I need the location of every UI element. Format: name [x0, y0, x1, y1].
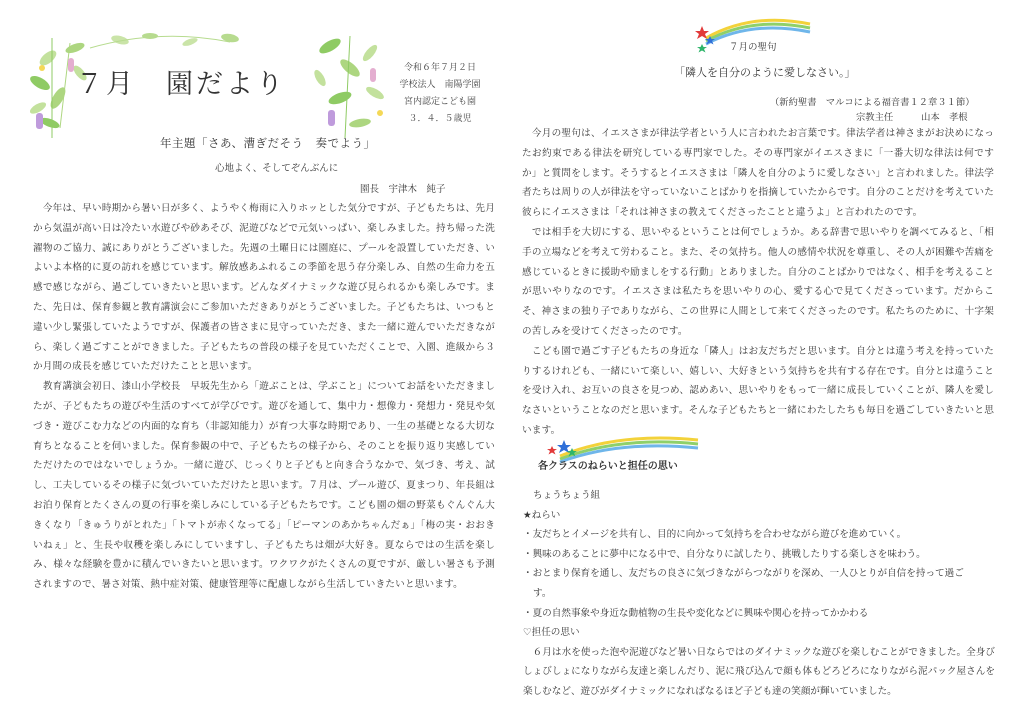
- message-paragraph: 教育講演会初日、漆山小学校長 早坂先生から「遊ぶことは、学ぶこと」についてお話をいただきましたが、子どもたちの遊びや生活のすべてが学びです。遊びを通して、集中力・想像力・発想力・発見や気づき・遊びこむ力などの内面的な育ち（非認知能力）が育つ大事な時期であり、一生の基礎となる大切な育ちとなることを伺いました。保育参観の中で、子どもたちの様子から、そのことを振り返り実感していただけたのではないでしょうか。一緒に遊び、じっくりと子どもと向き合うなかで、気づき、考え、試し、工夫しているその様子に気づいていただけたと思います。７月は、プール遊び、夏まつり、年長組はお泊り保育とたくさんの夏の行事を楽しみにしている子どもたちです。こども園の畑の野菜もぐんぐん大きくなり「きゅうりがとれた」「トマトが赤くなってる」「ピーマンのあかちゃんだぁ」「梅の実・おおきいねぇ」と、生長や収穫を楽しみにしていますし、子どもたちは畑が大好き。夏ならではの生活を楽しみ、様々な経験を豊かに積んでいきたいと思います。ワクワクがたくさんの夏ですが、厳しい暑さも予測されますので、暑さ対策、熱中症対策、健康管理等に配慮しながら生活していきたいと思います。: [33, 381, 495, 591]
- school-corp: 学校法人 南陽学園: [399, 80, 481, 90]
- thoughts-text: ６月は水を使った泡や泥遊びなど暑い日ならではのダイナミックな遊びを楽しむことができました。全身びしょびしょになりながら友達と楽しんだり、泥に飛び込んで顔も体もどろどろになりながら泥パック屋さんを楽しむなど、遊びがダイナミックになればなるほど子ども達の笑顔が輝いていました。: [523, 646, 995, 697]
- principal-message: [33, 199, 495, 595]
- aim-item: ・友だちとイメージを共有し、目的に向かって気持ちを合わせながら遊びを進めていく。: [523, 529, 907, 541]
- header-info: [390, 60, 490, 128]
- seiku-paragraph: 今月の聖句は、イエスさまが律法学者という人に言われたお言葉です。律法学者は神さまがお決めになったお約束である律法を研究している専門家でした。その専門家がイエスさまに「一番大切な律法は何ですか」と質問をします。そうするとイエスさまは「隣人を自分のように愛しなさい」と言われました。律法学者たちは周りの人が律法を守っていないことばかりを指摘していたからです。自分のことだけを考えていた彼らにイエスさまは「それは神さまの教えてくださったことと違うよ」と言われたのです。: [522, 128, 994, 219]
- classes-heading: 各クラスのねらいと担任の思い: [538, 461, 678, 472]
- school-name: 宮内認定こども園: [403, 97, 476, 107]
- issue-date: 令和６年７月２日: [403, 63, 476, 73]
- seiku-verse: 「隣人を自分のように愛しなさい。」: [674, 66, 856, 79]
- principal-name: 園長 宇津木 純子: [360, 184, 446, 195]
- aims-heading: ★ねらい: [523, 509, 561, 521]
- annual-theme: 年主題「さあ、漕ぎだそう 奏でよう」: [160, 136, 376, 150]
- class-name: ちょうちょう組: [533, 490, 601, 501]
- class-section: [523, 486, 995, 702]
- target-ages: ３．４．５歳児: [408, 114, 472, 124]
- seiku-paragraph: こども園で過ごす子どもたちの身近な「隣人」はお友だちだと思います。自分とは違う考えを持っていたりするけれども、一緒にいて楽しい、嬉しい、大好きという気持ちを共有する存在です。自分とは違うことを受け入れ、お互いの良さを見つめ、認めあい、思いやりをもって一緒に成長していくことが、隣人を愛しなさいということなのだと思います。そんな子どもたちと一緒にわたしたちも毎日を過ごしていきたいと思います。: [522, 345, 994, 436]
- theme-subtitle: 心地よく、そしてぞんぶんに: [215, 163, 339, 174]
- aim-item: ・おとまり保育を通し、友だちの良さに気づきながらつながりを深め、一人ひとりが自信を持って過ごす。: [523, 568, 964, 599]
- seiku-paragraph: では相手を大切にする、思いやるということは何でしょうか。ある辞書で思いやりを調べてみると、「相手の立場などを考えて労わること。また、その気持ち。他人の感情や状況を尊重し、その人が困難や苦痛を感じているときに援助や励ましをする行動」とありました。自分のことばかりではなく、相手を考えることが思いやりなのです。イエスさまは私たちを思いやりの心、愛する心で見てくださっています。だからこそ、神さまの独り子でありながら、この世界に人間として来てくださったのです。私たちのために、十字架の苦しみを受けてくださったのです。: [522, 226, 994, 337]
- thoughts-heading: ♡担任の思い: [523, 627, 580, 639]
- message-paragraph: 今年は、早い時期から暑い日が多く、ようやく梅雨に入りホッとした気分ですが、子どもたちは、先月から気温が高い日は冷たい水遊びや砂あそび、泥遊びなどで元気いっぱい、楽しみました。持ち帰った洗濯物のご協力、誠にありがとうございました。先週の土曜日には園庭に、プールを設置していただき、いよいよ本格的に夏の訪れを感じています。解放感あふれるこの季節を思う存分楽しみ、自然の生命力を五感で感じながら、過ごしていきたいと思います。どんなダイナミックな遊び見られるかも楽しみです。また、先日は、保育参観と教育講演会にご参加いただきありがとうございました。子どもたちは、いつもと違い少し緊張していたようですが、保護者の皆さまに見守っていただき、また一緒に遊んでいただきながら、楽しく過ごすことができました。子どもたちの普段の様子を見ていただくことで、入園、進級から３か月間の成長を感じていただけたことと思います。: [33, 203, 495, 373]
- seiku-signer: 宗教主任 山本 孝根: [856, 112, 968, 123]
- seiku-label: ７月の聖句: [729, 42, 777, 53]
- seiku-message: [522, 124, 994, 441]
- page-title: ７月 園だより: [76, 69, 286, 100]
- aim-item: ・興味のあることに夢中になる中で、自分なりに試したり、挑戦したりする楽しさを味わう。: [523, 548, 926, 560]
- seiku-source: （新約聖書 マルコによる福音書１２章３１節）: [770, 97, 975, 108]
- aim-item: ・夏の自然事象や身近な動植物の生長や変化などに興味や関心を持ってかかわる: [523, 607, 869, 619]
